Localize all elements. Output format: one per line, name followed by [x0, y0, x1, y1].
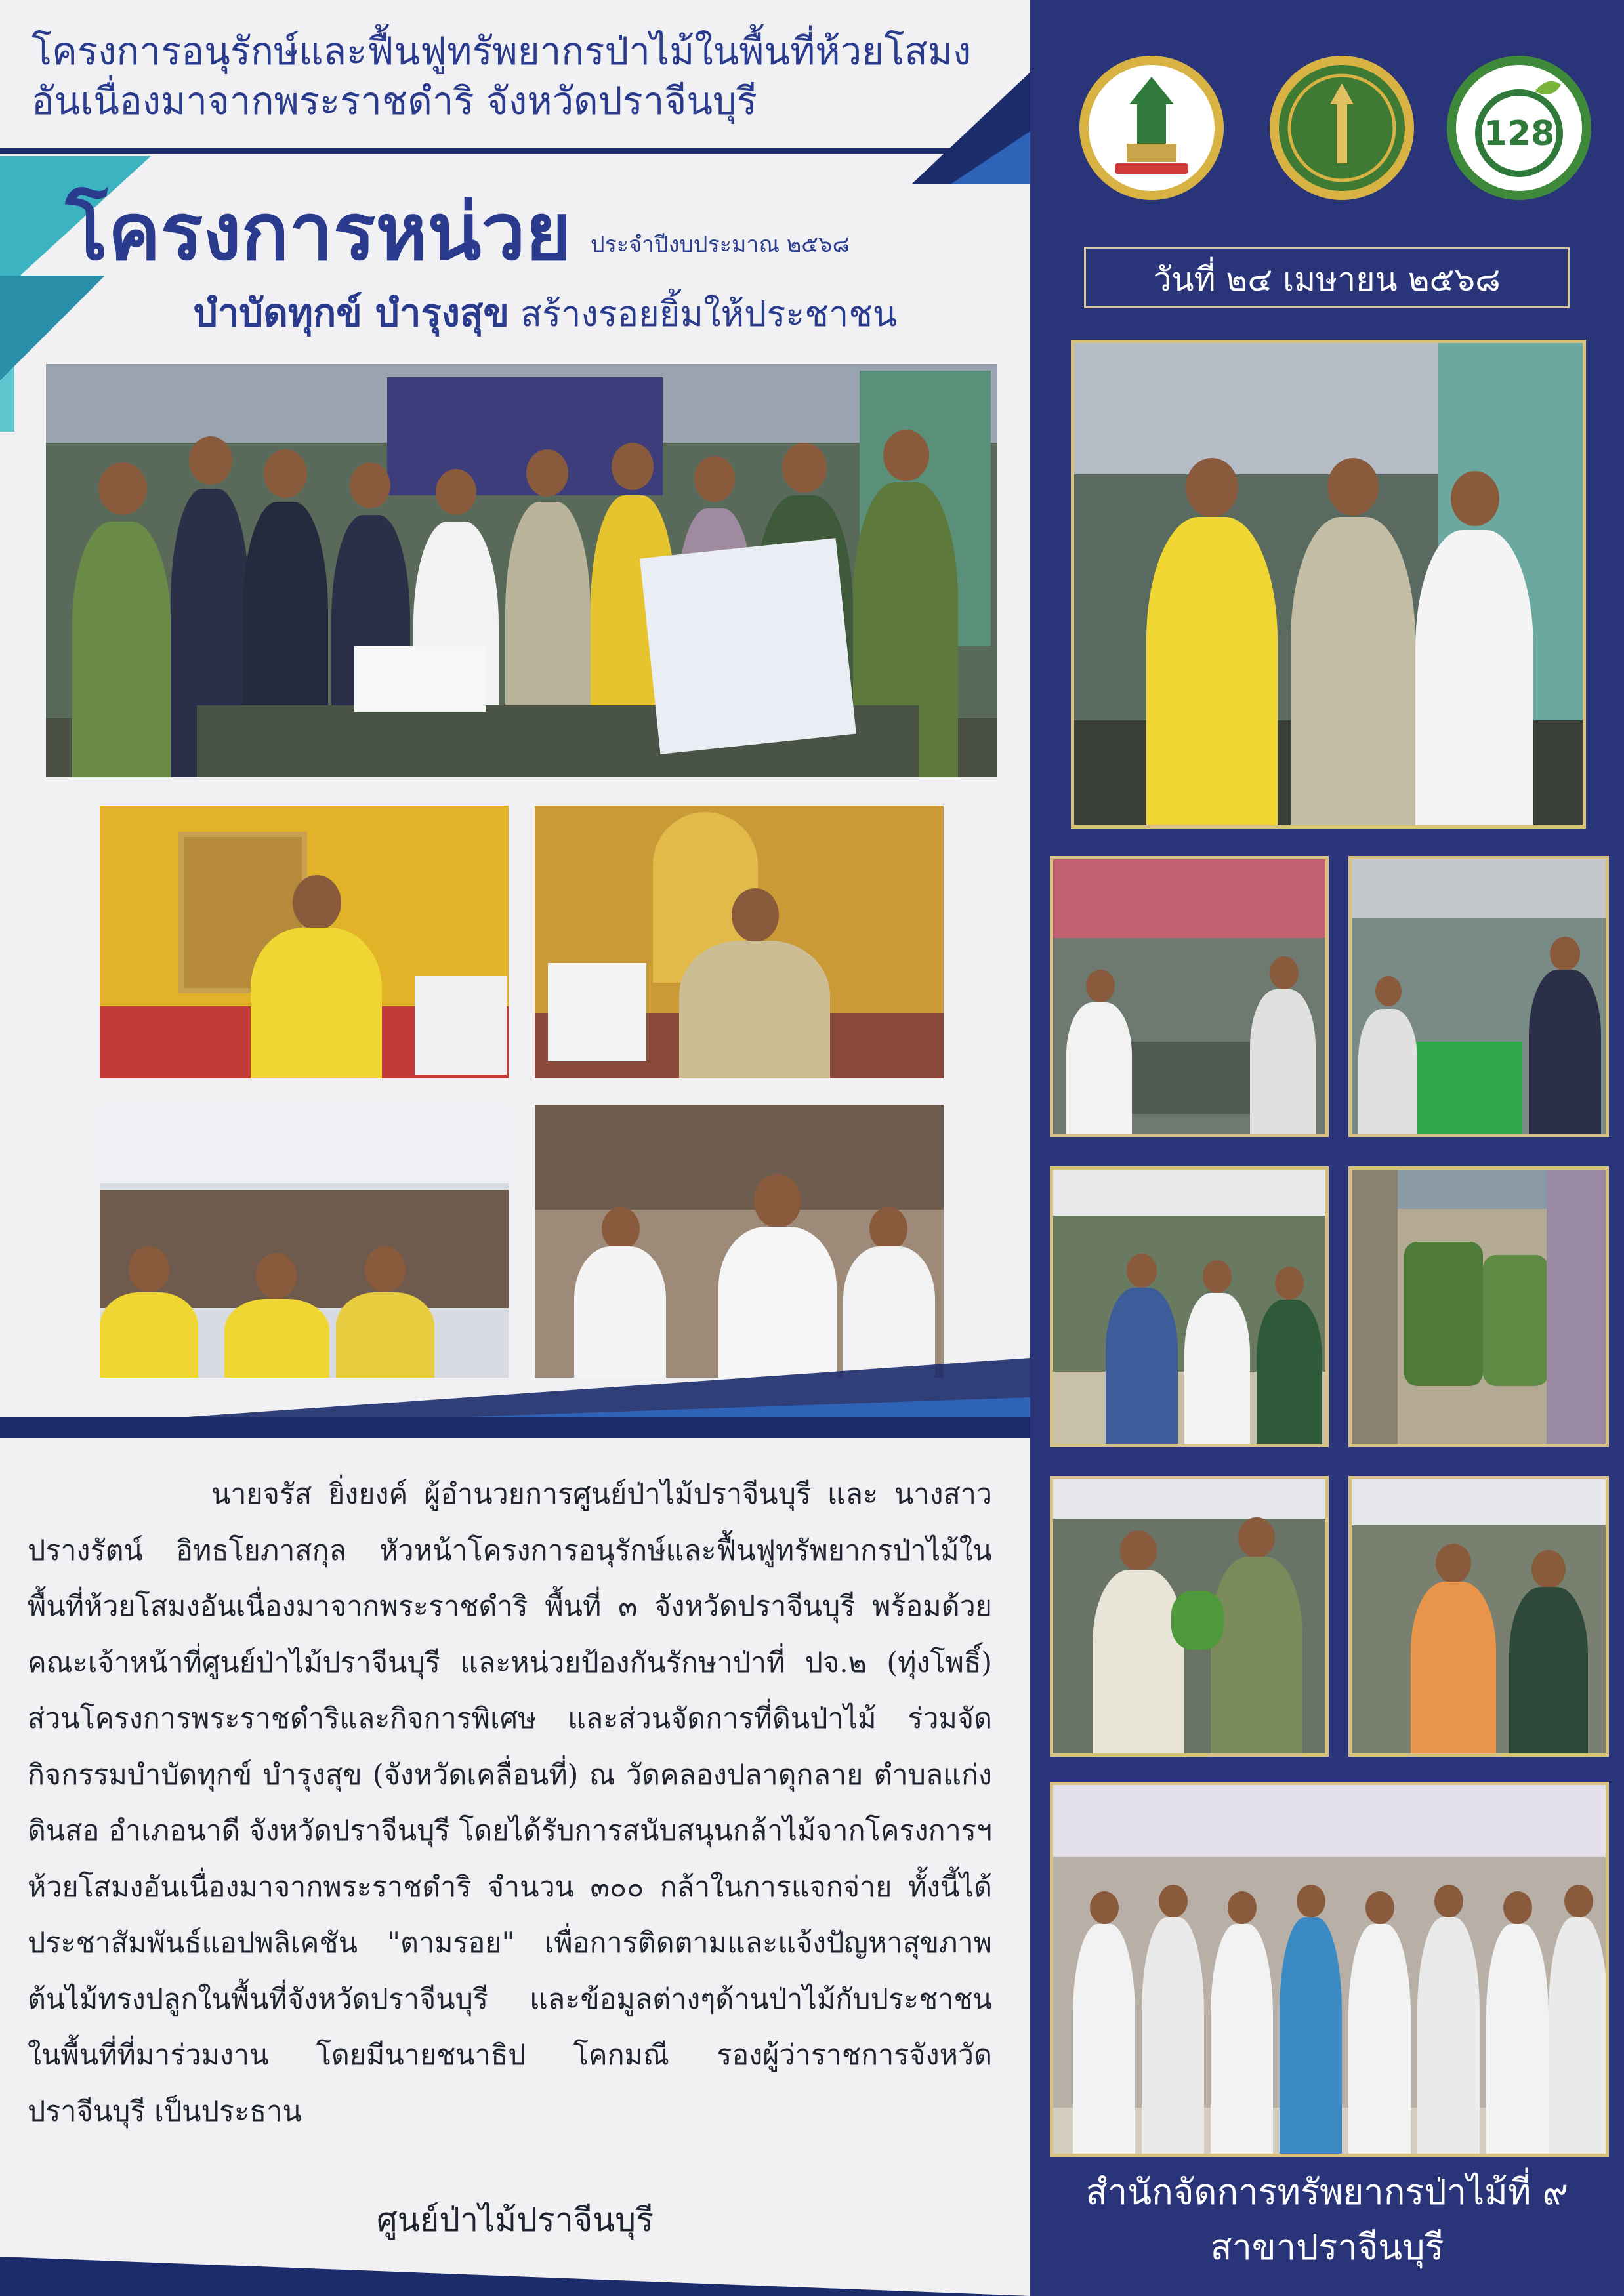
photo-seedling-handout-2 — [1050, 1476, 1329, 1757]
anniversary-128-icon — [1447, 56, 1591, 200]
photo-seedling-bags — [1348, 1166, 1609, 1447]
photo-group-booth — [46, 364, 997, 777]
photo-booth-conversation — [1071, 340, 1586, 829]
footer-right-org — [1030, 2165, 1624, 2275]
photo-speaker-yellow — [100, 806, 509, 1078]
body-paragraph-text: นายจรัส ยิ่งยงค์ ผู้อำนวยการศูนย์ป่าไม้ปราจีนบุรี และ นางสาวปรางรัตน์ อิทธโยภาสกุล หัวหน้าโครงการอนุรักษ์และฟื้นฟูทรัพยากรป่าไม้ในพื้นที่ห้วยโสมงอันเนื่องมาจากพระราชดำริ พื้นที่ ๓ จังหวัดปราจีนบุรี พร้อมด้วยคณะเจ้าหน้าที่ศูนย์ป่าไม้ปราจีนบุรี และหน่วยป้องกันรักษาป่าที่ ปจ.๒ (ทุ่งโพธิ์) ส่วนโครงการพระราชดำริและกิจการพิเศษ และส่วนจัดการที่ดินป่าไม้ ร่วมจัดกิจกรรมบำบัดทุกข์ บำรุงสุข (จังหวัดเคลื่อนที่) ณ วัดคลองปลาดุกลาย ตำบลแก่งดินสอ อำเภอนาดี จังหวัดปราจีนบุรี โดยได้รับการสนับสนุนกล้าไม้จากโครงการฯห้วยโสมงอันเนื่องมาจากพระราชดำริ จำนวน ๓๐๐ กล้าในการแจกจ่าย ทั้งนี้ได้ประชาสัมพันธ์แอปพลิเคชัน "ตามรอย" เพื่อการติดตามและแจ้งปัญหาสุขภาพต้นไม้ทรงปลูกในพื้นที่จังหวัดปราจีนบุรี และข้อมูลต่างๆด้านป่าไม้กับประชาชนในพื้นที่ที่มาร่วมงาน โดยมีนายชนาธิป โคกมณี รองผู้ว่าราชการจังหวัดปราจีนบุรี เป็นประธาน — [28, 1478, 992, 2128]
photo-audience-adults — [100, 1105, 509, 1378]
anniversary-number: 128 — [1483, 114, 1555, 154]
footer-left-org: ศูนย์ป่าไม้ปราจีนบุรี — [377, 2201, 654, 2239]
footer-right-line2: สาขาปราจีนบุรี — [1210, 2226, 1444, 2268]
photo-audience-students — [535, 1105, 944, 1378]
photo-staff-group-seedlings — [1050, 1782, 1609, 2157]
photo-speaker-temple — [535, 806, 944, 1078]
body-paragraph — [28, 1467, 992, 2140]
bottom-navy-wedge — [0, 2257, 1030, 2296]
header-rule — [0, 148, 951, 154]
photo-seedling-handout-1 — [1050, 1166, 1329, 1447]
date-box: วันที่ ๒๔ เมษายน ๒๕๖๘ — [1084, 247, 1570, 308]
photo-seedling-handout-3 — [1348, 1476, 1609, 1757]
headline-sub-rest: สร้างรอยยิ้มให้ประชาชน — [509, 293, 897, 335]
photo-registration-desk — [1050, 856, 1329, 1137]
royal-forest-department-icon — [1270, 56, 1414, 200]
project-title — [31, 26, 1003, 126]
headline-sub — [194, 282, 897, 343]
headline-budget: ประจำปีงบประมาณ ๒๕๖๘ — [591, 232, 850, 258]
blue-corner-triangle — [951, 131, 1030, 184]
headline-main: โครงการหน่วย — [66, 187, 572, 278]
navy-band — [0, 1417, 1030, 1438]
provincial-seal-icon — [1079, 56, 1224, 200]
project-title-line2: อันเนื่องมาจากพระราชดำริ จังหวัดปราจีนบุรี — [31, 79, 757, 123]
photo-green-bin — [1348, 856, 1609, 1137]
project-title-line1: โครงการอนุรักษ์และฟื้นฟูทรัพยากรป่าไม้ในพื้นที่ห้วยโสมง — [31, 29, 972, 73]
headline-sub-bold: บำบัดทุกข์ บำรุงสุข — [194, 291, 509, 335]
footer-right-line1: สำนักจัดการทรัพยากรป่าไม้ที่ ๙ — [1085, 2171, 1569, 2213]
